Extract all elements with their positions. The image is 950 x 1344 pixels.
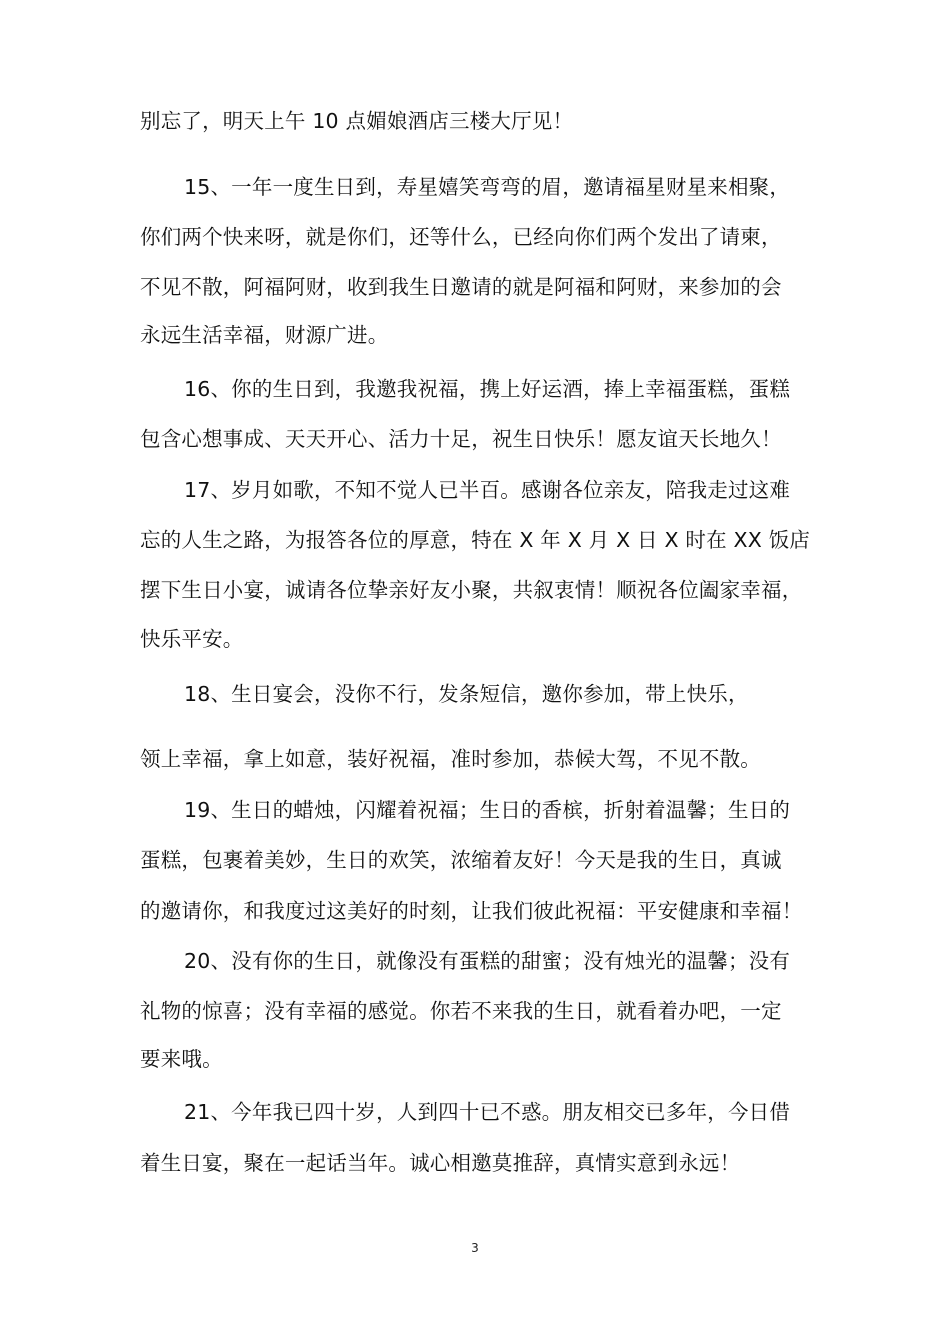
text-line: 摆下生日小宴，诚请各位挚亲好友小聚，共叙衷情！顺祝各位阖家幸福， xyxy=(140,578,803,602)
text-line: 礼物的惊喜；没有幸福的感觉。你若不来我的生日，就看着办吧，一定 xyxy=(140,999,782,1023)
text-line: 别忘了，明天上午 10 点媚娘酒店三楼大厅见！ xyxy=(140,109,574,133)
text-line: 21、今年我已四十岁，人到四十已不惑。朋友相交已多年，今日借 xyxy=(184,1100,791,1124)
text-line: 要来哦。 xyxy=(140,1047,223,1071)
text-line: 忘的人生之路，为报答各位的厚意，特在 X 年 X 月 X 日 X 时在 XX 饭店 xyxy=(140,528,811,552)
text-line: 快乐平安。 xyxy=(140,627,244,651)
text-line: 包含心想事成、天天开心、活力十足，祝生日快乐！愿友谊天长地久！ xyxy=(140,427,782,451)
text-line: 你们两个快来呀，就是你们，还等什么，已经向你们两个发出了请柬， xyxy=(140,225,782,249)
text-line: 蛋糕，包裹着美妙，生日的欢笑，浓缩着友好！今天是我的生日，真诚 xyxy=(140,848,782,872)
text-line: 19、生日的蜡烛，闪耀着祝福；生日的香槟，折射着温馨；生日的 xyxy=(184,798,791,822)
text-line: 18、生日宴会，没你不行，发条短信，邀你参加，带上快乐， xyxy=(184,682,749,706)
text-line: 永远生活幸福，财源广进。 xyxy=(140,323,389,347)
text-line: 领上幸福，拿上如意，装好祝福，准时参加，恭候大驾，不见不散。 xyxy=(140,747,761,771)
text-line: 的邀请你，和我度过这美好的时刻，让我们彼此祝福：平安健康和幸福！ xyxy=(140,899,803,923)
text-line: 着生日宴，聚在一起话当年。诚心相邀莫推辞，真情实意到永远！ xyxy=(140,1151,741,1175)
page-number: 3 xyxy=(471,1241,479,1255)
text-line: 17、岁月如歌，不知不觉人已半百。感谢各位亲友，陪我走过这难 xyxy=(184,478,791,502)
text-line: 不见不散，阿福阿财，收到我生日邀请的就是阿福和阿财，来参加的会 xyxy=(140,275,782,299)
text-line: 16、你的生日到，我邀我祝福，携上好运酒，捧上幸福蛋糕，蛋糕 xyxy=(184,377,791,401)
text-line: 15、一年一度生日到，寿星嬉笑弯弯的眉，邀请福星财星来相聚， xyxy=(184,175,791,199)
text-line: 20、没有你的生日，就像没有蛋糕的甜蜜；没有烛光的温馨；没有 xyxy=(184,949,791,973)
